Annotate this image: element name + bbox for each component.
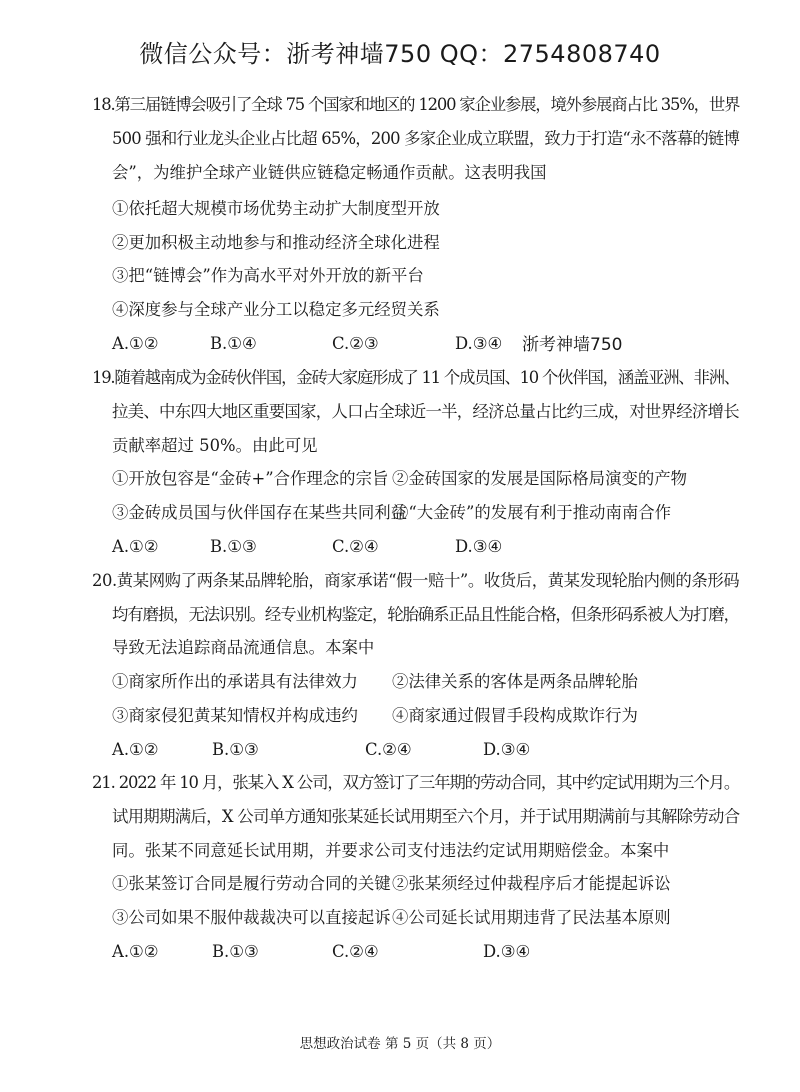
option-c: C.②④ [332, 537, 379, 556]
statement-2: ②法律关系的客体是两条品牌轮胎 [392, 672, 638, 691]
watermark-text: 浙考神墙750 [522, 335, 623, 355]
statement-2: ②张某须经过仲裁程序后才能提起诉讼 [392, 874, 671, 893]
statement-1: ①商家所作出的承诺具有法律效力 [112, 672, 358, 691]
question-stem-line: 18.第三届链博会吸引了全球 75 个国家和地区的 1200 家企业参展，境外参展商占比 35%，世界 [92, 95, 740, 114]
question-stem-line: 拉美、中东四大地区重要国家，人口占全球近一半，经济总量占比约三成，对世界经济增长 [112, 402, 739, 421]
option-c: C.②④ [365, 740, 412, 759]
statement-1: ①开放包容是“金砖+”合作理念的宗旨 [112, 469, 389, 488]
statement-2: ②更加积极主动地参与和推动经济全球化进程 [112, 233, 440, 252]
statement-4: ④“大金砖”的发展有利于推动南南合作 [392, 503, 672, 522]
option-a: A.①② [112, 334, 159, 353]
option-b: B.①③ [212, 942, 259, 961]
statement-3: ③把“链博会”作为高水平对外开放的新平台 [112, 266, 424, 285]
question-stem-line: 均有磨损，无法识别。经专业机构鉴定，轮胎确系正品且性能合格，但条形码系被人为打磨， [112, 605, 739, 624]
statement-1: ①依托超大规模市场优势主动扩大制度型开放 [112, 199, 440, 218]
question-stem-line: 21. 2022 年 10 月，张某入 X 公司，双方签订了三年期的劳动合同，其中约定试用期为三个月。 [92, 773, 740, 792]
statement-2: ②金砖国家的发展是国际格局演变的产物 [392, 469, 688, 488]
option-d: D.③④ [455, 334, 503, 353]
option-c: C.②③ [332, 334, 379, 353]
question-stem-line: 会”，为维护全球产业链供应链稳定畅通作贡献。这表明我国 [112, 163, 547, 182]
question-stem-line: 导致无法追踪商品流通信息。本案中 [112, 638, 375, 657]
statement-4: ④深度参与全球产业分工以稳定多元经贸关系 [112, 300, 440, 319]
statement-3: ③金砖成员国与伙伴国存在某些共同利益 [112, 503, 408, 522]
option-b: B.①③ [212, 740, 259, 759]
option-d: D.③④ [483, 942, 531, 961]
statement-4: ④公司延长试用期违背了民法基本原则 [392, 908, 671, 927]
option-c: C.②④ [332, 942, 379, 961]
question-stem-line: 20.黄某网购了两条某品牌轮胎，商家承诺“假一赔十”。收货后，黄某发现轮胎内侧的条形码 [92, 571, 740, 590]
option-b: B.①④ [210, 334, 257, 353]
option-b: B.①③ [210, 537, 257, 556]
question-stem-line: 19.随着越南成为金砖伙伴国，金砖大家庭形成了 11 个成员国、10 个伙伴国，涵盖亚洲、非洲、 [92, 368, 740, 387]
option-a: A.①② [112, 537, 159, 556]
statement-3: ③商家侵犯黄某知情权并构成违约 [112, 706, 358, 725]
question-stem-line: 500 强和行业龙头企业占比超 65%，200 多家企业成立联盟，致力于打造“永不落幕的链博 [112, 129, 740, 148]
question-stem-line: 同。张某不同意延长试用期，并要求公司支付违法约定试用期赔偿金。本案中 [112, 841, 670, 860]
option-d: D.③④ [455, 537, 503, 556]
option-a: A.①② [112, 740, 159, 759]
option-d: D.③④ [483, 740, 531, 759]
question-stem-line: 试用期期满后，X 公司单方通知张某延长试用期至六个月，并于试用期满前与其解除劳动合 [112, 807, 740, 826]
page-header: 微信公众号：浙考神墙750 QQ：2754808740 [139, 40, 661, 68]
statement-3: ③公司如果不服仲裁裁决可以直接起诉 [112, 908, 391, 927]
page-footer: 思想政治试卷 第 5 页（共 8 页） [299, 1036, 501, 1052]
statement-1: ①张某签订合同是履行劳动合同的关键 [112, 874, 391, 893]
option-a: A.①② [112, 942, 159, 961]
statement-4: ④商家通过假冒手段构成欺诈行为 [392, 706, 638, 725]
question-stem-line: 贡献率超过 50%。由此可见 [112, 436, 318, 455]
